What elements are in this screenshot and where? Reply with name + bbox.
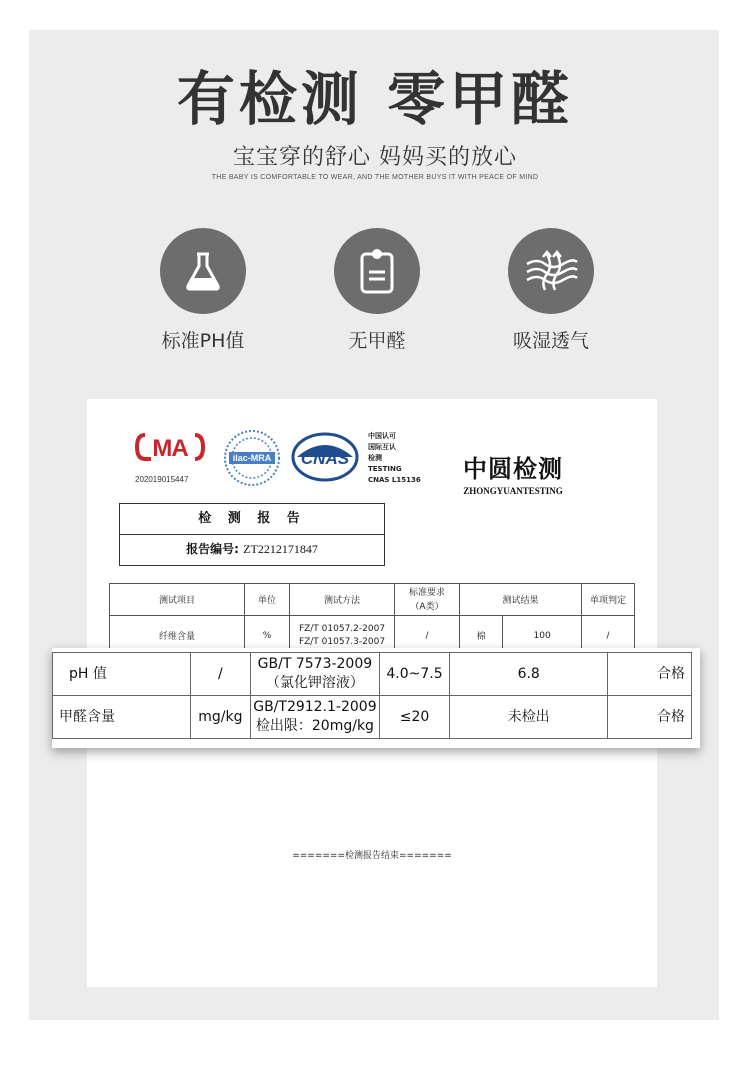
table-header-row	[110, 584, 635, 616]
header-cell: 单项判定	[582, 584, 635, 616]
cell: 甲醛含量	[53, 696, 191, 739]
company-name-cn: 中圆检测	[463, 455, 563, 483]
header-cell: 单位	[245, 584, 290, 616]
cell: GB/T 7573-2009 （氯化钾溶液）	[250, 653, 379, 696]
company-name-en: ZHONGYUANTESTING	[463, 486, 563, 496]
english-tagline: THE BABY IS COMFORTABLE TO WEAR, AND THE MOTHER BUYS IT WITH PEACE OF MIND	[211, 174, 539, 181]
table-row	[53, 653, 692, 696]
cnas-accreditation-text: 中国认可 国际互认 检测 TESTING CNAS L15136	[368, 432, 421, 484]
feature-label: 标准PH值	[161, 330, 245, 352]
subheadline: 宝宝穿的舒心 妈妈买的放心	[233, 145, 517, 170]
feature-breathable	[471, 228, 631, 353]
report-end-line: =======检测报告结束=======	[292, 851, 452, 861]
flask-icon	[160, 228, 246, 314]
zoomed-results-strip	[52, 648, 700, 748]
cell: 4.0~7.5	[379, 653, 449, 696]
cell: pH 值	[53, 653, 191, 696]
zoomed-results-table	[52, 652, 692, 739]
feature-label: 无甲醛	[348, 330, 406, 352]
cell: 棉	[460, 616, 503, 656]
feature-ph	[123, 228, 283, 353]
report-title: 检 测 报 告	[119, 503, 385, 535]
cell: 6.8	[450, 653, 608, 696]
airflow-icon	[508, 228, 594, 314]
cell: 合格	[608, 696, 692, 739]
cell: 纤维含量	[110, 616, 245, 656]
cma-code: 202019015447	[135, 475, 189, 484]
table-row	[53, 696, 692, 739]
svg-text:MA: MA	[152, 435, 188, 462]
cma-logo	[135, 427, 207, 484]
feature-no-formaldehyde	[297, 228, 457, 353]
cell: mg/kg	[190, 696, 250, 739]
cell: 合格	[608, 653, 692, 696]
company-logo	[463, 449, 563, 496]
cell: /	[190, 653, 250, 696]
cnas-logo	[291, 431, 359, 481]
headline: 有检测 零甲醛	[176, 65, 574, 133]
report-number	[119, 534, 385, 566]
cell: GB/T2912.1-2009 检出限：20mg/kg	[250, 696, 379, 739]
cell: /	[582, 616, 635, 656]
header-cell: 测试结果	[460, 584, 582, 616]
clipboard-icon	[334, 228, 420, 314]
report-number-value: ZT2212171847	[243, 542, 318, 556]
cell: FZ/T 01057.2-2007 FZ/T 01057.3-2007	[290, 616, 395, 656]
svg-text:ilac-MRA: ilac-MRA	[232, 453, 272, 463]
cell: 未检出	[450, 696, 608, 739]
cell: ≤20	[379, 696, 449, 739]
ilac-logo	[223, 429, 281, 487]
header-cell: 测试项目	[110, 584, 245, 616]
cell: /	[395, 616, 460, 656]
header-cell: 标准要求 （A类）	[395, 584, 460, 616]
svg-text:CNAS: CNAS	[300, 449, 350, 468]
report-number-label: 报告编号:	[186, 542, 239, 556]
cell: %	[245, 616, 290, 656]
header-cell: 测试方法	[290, 584, 395, 616]
cell: 100	[503, 616, 582, 656]
feature-label: 吸湿透气	[512, 330, 589, 352]
